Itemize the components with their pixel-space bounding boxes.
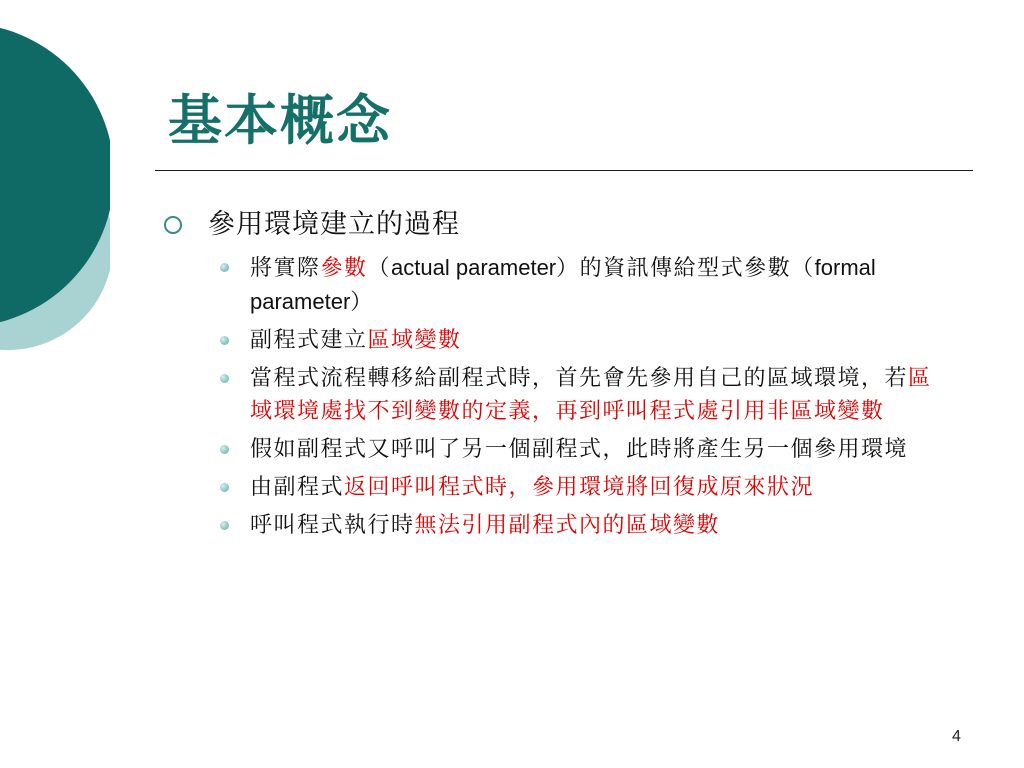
bullet-level1 [160,205,950,245]
text-segment: 副程式建立 [250,328,368,353]
text-segment: 當程式流程轉移給副程式時，首先會先參用自己的區域環境，若 [250,366,909,391]
english-term: formal parameter [250,255,876,314]
text-segment: ）的資訊傳給型式參數（ [556,256,815,281]
sub-bullet-return [160,471,950,504]
page-number: 4 [952,728,961,745]
highlight-text: 返回呼叫程式時，參用環境將回復成原來狀況 [344,475,815,500]
bullet-dot-icon [220,374,229,383]
slide-title: 基本概念 [168,88,392,152]
text-segment: 由副程式 [250,475,345,500]
bullet-dot-icon [220,521,229,530]
text-segment: 將實際 [250,256,321,281]
english-term: actual parameter [391,255,557,280]
bullet-dot-icon [220,483,229,492]
slide-content [160,205,950,547]
sub-bullet-control-transfer [160,362,950,428]
highlight-text: 區域變數 [367,328,462,353]
bullet-text: 參用環境建立的過程 [208,209,460,240]
sub-bullet-local-variables [160,324,950,357]
highlight-text: 區域環境處找不到變數的定義，再到呼叫程式處引用非區域變數 [250,366,932,424]
text-segment: ） [350,290,374,315]
sub-bullet-actual-parameter [160,251,950,319]
bullet-dot-icon [220,263,229,272]
bullet-dot-icon [220,336,229,345]
highlight-text: 參數 [320,256,368,281]
decorative-circles [0,0,110,420]
hollow-circle-bullet-icon [164,216,182,234]
highlight-text: 無法引用副程式內的區域變數 [414,513,721,538]
title-divider [155,170,973,171]
text-segment: 假如副程式又呼叫了另一個副程式，此時將產生另一個參用環境 [250,437,909,462]
bullet-dot-icon [220,445,229,454]
text-segment: （ [367,256,392,281]
text-segment: 呼叫程式執行時 [250,513,415,538]
sub-bullet-nested-call [160,433,950,466]
sub-bullet-caller-access [160,509,950,542]
